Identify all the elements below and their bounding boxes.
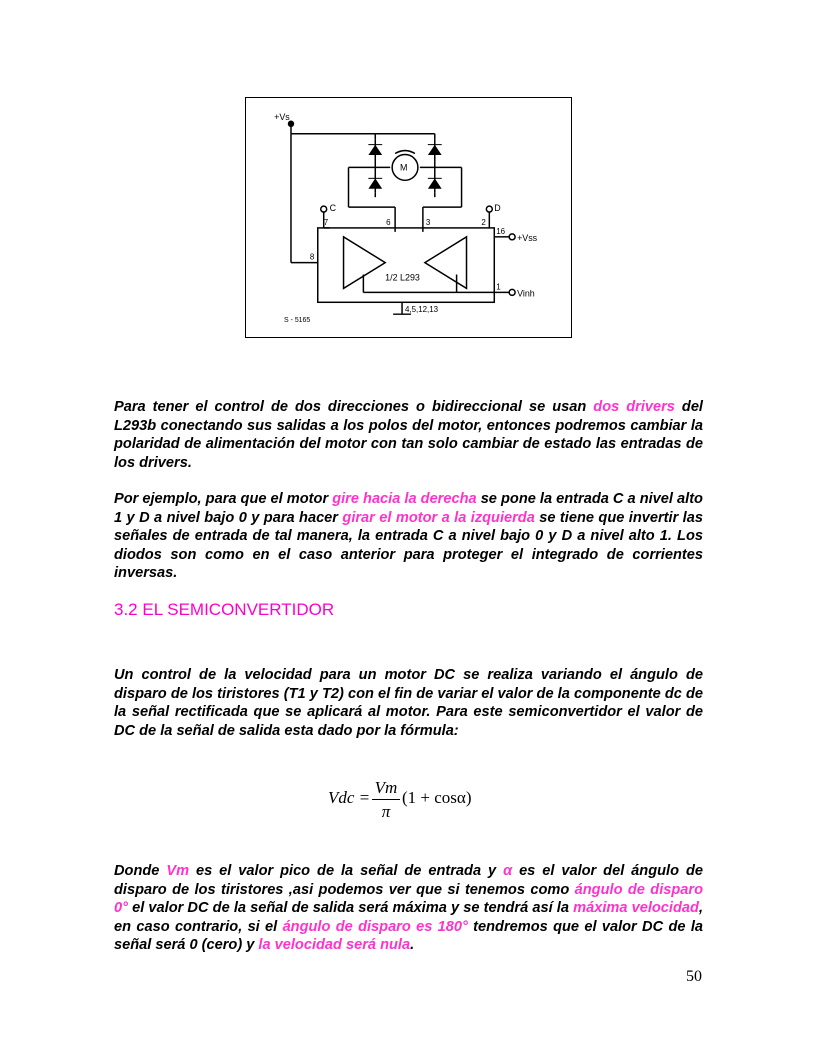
- p4-highlight-vm: Vm: [166, 863, 190, 879]
- l293-bidirectional-circuit-figure: [245, 97, 572, 338]
- p4-text-6: tendremos que el valor DC de la señal será 0 (cero) y: [114, 918, 703, 954]
- p2-text-2: se pone la entrada C a nivel alto 1 y D a nivel bajo 0 y para hacer: [114, 491, 703, 526]
- fraction-bar: [372, 799, 400, 800]
- pin-16-label: 16: [496, 226, 506, 236]
- p4-highlight-null-speed: la velocidad será nula: [258, 937, 411, 954]
- p4-text-4: el valor DC de la señal de salida será máxima y se tendrá así la: [127, 900, 574, 917]
- p2-highlight-derecha: gire hacia la derecha: [332, 491, 477, 507]
- formula-lhs: Vdc =: [328, 788, 371, 807]
- gnd-pins-label: 4,5,12,13: [405, 305, 439, 315]
- p1-highlight-dos-drivers: dos drivers: [593, 399, 675, 415]
- pin-8-label: 8: [309, 252, 315, 262]
- p1-text-1: Para tener el control de dos direcciones o bidireccional se usan: [114, 399, 594, 415]
- p2-text-3: se tiene que invertir las señales de entrada de tal manera, la entrada C a nivel bajo 0 y D a nivel alto 1. Los diodos son como en el caso anterior para proteger el integrado de corrientes inversas.: [114, 509, 703, 582]
- motor-label: M: [400, 162, 408, 173]
- paragraph-example: [114, 490, 703, 583]
- vinh-label: Vinh: [517, 288, 535, 299]
- formula-rhs: (1 + cosα): [402, 788, 472, 807]
- p4-highlight-max-speed: máxima velocidad: [573, 900, 699, 917]
- p4-text-5: , en caso contrario, si el: [114, 900, 703, 935]
- paragraph-bidirectional: [114, 398, 703, 472]
- pin-6-label: 6: [386, 217, 391, 227]
- p2-highlight-izquierda: girar el motor a la izquierda: [342, 509, 535, 526]
- formula-denominator: π: [381, 802, 391, 821]
- paragraph-firing-angle: [114, 862, 703, 955]
- chip-label: 1/2 L293: [385, 272, 420, 283]
- vss-label: +Vss: [517, 232, 538, 243]
- p2-text-1: Por ejemplo, para que el motor: [114, 491, 333, 507]
- pin-3-label: 3: [425, 217, 431, 227]
- pin-1-label: 1: [496, 282, 501, 292]
- p4-highlight-angle-180: ángulo de disparo es 180°: [282, 918, 468, 935]
- p3-text: Un control de la velocidad para un motor DC se realiza variando el ángulo de disparo de los tiristores (T1 y T2) con el fin de variar el valor de la componente dc de la señal rectificada que se aplicará al motor. Para este semiconvertidor el valor de DC de la señal de salida esta dado por la fórmula:: [114, 667, 703, 739]
- vdc-formula: [328, 778, 498, 828]
- p4-text-1: Donde: [114, 863, 167, 879]
- p4-text-3: es el valor del ángulo de disparo de los tiristores ,asi podemos ver que si tenemos como: [114, 863, 703, 898]
- p4-text-7: .: [410, 937, 415, 954]
- formula-numerator: Vm: [374, 778, 398, 797]
- paragraph-speed-control: [114, 666, 703, 740]
- pin-c-label: C: [329, 203, 337, 214]
- section-heading: 3.2 EL SEMICONVERTIDOR: [114, 600, 335, 619]
- page-number: 50: [686, 968, 702, 985]
- formula-fraction: [372, 778, 400, 822]
- p4-text-2: es el valor pico de la señal de entrada y: [189, 863, 504, 879]
- circuit-diagram: [246, 98, 571, 337]
- p4-highlight-angle-0: ángulo de disparo 0°: [114, 881, 703, 917]
- pin-2-label: 2: [481, 217, 486, 227]
- pin-d-label: D: [494, 203, 501, 214]
- p1-text-2: del L293b conectando sus salidas a los polos del motor, entonces podremos cambiar la polaridad de alimentación del motor con tan solo cambiar de estado las entradas de los drivers.: [114, 399, 703, 471]
- vs-label: +Vs: [274, 111, 290, 122]
- p4-highlight-alpha: α: [503, 863, 513, 879]
- ref-code-label: S - 5165: [284, 317, 311, 325]
- pin-7-label: 7: [323, 217, 329, 227]
